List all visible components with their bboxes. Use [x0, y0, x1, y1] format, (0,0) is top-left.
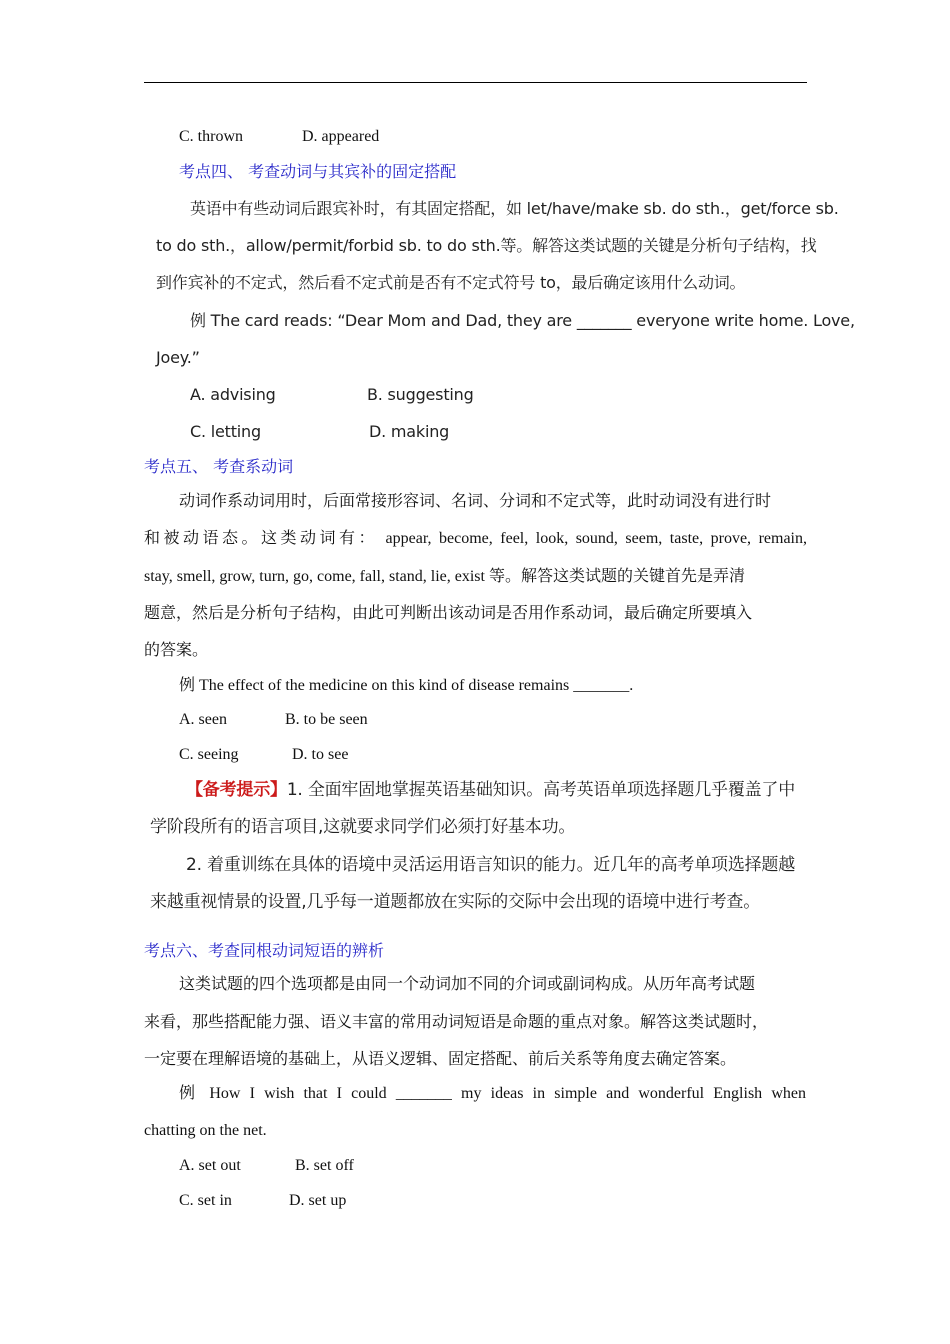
option-row — [179, 126, 379, 148]
option-a: A. advising — [190, 385, 276, 404]
option-d: D. set up — [289, 1192, 347, 1209]
section-heading-6: 考点六、考查同根动词短语的辨析 — [144, 941, 385, 960]
sec5-para-line-1: 动词作系动词用时，后面常接形容词、名词、分词和不定式等，此时动词没有进行时 — [179, 493, 772, 510]
option-d: D. to see — [292, 746, 349, 763]
option-c: C. thrown — [179, 128, 243, 145]
tip-line-2: 学阶段所有的语言项目,这就要求同学们必须打好基本功。 — [150, 817, 576, 837]
section-heading-5: 考点五、 考查系动词 — [144, 457, 294, 476]
tip-line-4: 来越重视情景的设置,几乎每一道题都放在实际的交际中会出现的语境中进行考查。 — [150, 892, 761, 912]
sec5-para-line-3: stay, smell, grow, turn, go, come, fall, stand, lie, exist 等。解答这类试题的关键首先是弄清 — [144, 568, 745, 585]
option-c: C. seeing — [179, 746, 239, 763]
sec4-example-line-1: 例 The card reads: “Dear Mom and Dad, they are _______ everyone write home. Love, — [190, 311, 855, 330]
option-row — [190, 421, 449, 443]
option-c: C. letting — [190, 422, 261, 441]
sec6-para-line-2: 来看，那些搭配能力强、语义丰富的常用动词短语是命题的重点对象。解答这类试题时， — [144, 1014, 769, 1031]
sec6-para-line-1: 这类试题的四个选项都是由同一个动词加不同的介词或副词构成。从历年高考试题 — [179, 976, 756, 993]
tip-line-3: 2. 着重训练在具体的语境中灵活运用语言知识的能力。近几年的高考单项选择题越 — [186, 855, 796, 875]
option-row — [179, 1190, 346, 1212]
header-rule — [144, 82, 807, 83]
sec5-para-line-2: 和被动语态。这类动词有： appear, become, feel, look, sound, seem, taste, prove, remain, — [144, 530, 807, 547]
sec6-example-line-2: chatting on the net. — [144, 1122, 267, 1139]
option-b: B. to be seen — [285, 711, 368, 728]
sec5-para-line-4: 题意，然后是分析句子结构，由此可判断出该动词是否用作系动词，最后确定所要填入 — [144, 605, 753, 622]
option-b: B. set off — [295, 1157, 354, 1174]
sec6-para-line-3: 一定要在理解语境的基础上，从语义逻辑、固定搭配、前后关系等角度去确定答案。 — [144, 1051, 737, 1068]
option-row — [179, 744, 348, 766]
sec4-example-line-2: Joey.” — [156, 348, 200, 367]
sec5-para-line-5: 的答案。 — [144, 642, 209, 659]
tip-line-1: 【备考提示】1. 全面牢固地掌握英语基础知识。高考英语单项选择题几乎覆盖了中 — [186, 780, 796, 800]
option-d: D. making — [369, 422, 450, 441]
tip-label: 【备考提示】 — [186, 780, 287, 800]
section-heading-4: 考点四、 考查动词与其宾补的固定搭配 — [179, 162, 457, 181]
sec4-para-line-2: to do sth.，allow/permit/forbid sb. to do sth.等。解答这类试题的关键是分析句子结构，找 — [156, 236, 817, 255]
option-row — [179, 1155, 354, 1177]
sec5-example: 例 The effect of the medicine on this kind of disease remains _______. — [179, 677, 634, 694]
sec6-example-line-1: 例 How I wish that I could _______ my ideas in simple and wonderful English when — [179, 1085, 806, 1102]
option-d: D. appeared — [302, 128, 380, 145]
option-a: A. set out — [179, 1157, 241, 1174]
option-row — [190, 384, 474, 406]
option-c: C. set in — [179, 1192, 232, 1209]
option-row — [179, 709, 368, 731]
option-a: A. seen — [179, 711, 227, 728]
option-b: B. suggesting — [367, 385, 474, 404]
sec4-para-line-3: 到作宾补的不定式，然后看不定式前是否有不定式符号 to，最后确定该用什么动词。 — [156, 273, 746, 292]
sec4-para-line-1: 英语中有些动词后跟宾补时，有其固定搭配，如 let/have/make sb. do sth.，get/force sb. — [190, 199, 839, 218]
